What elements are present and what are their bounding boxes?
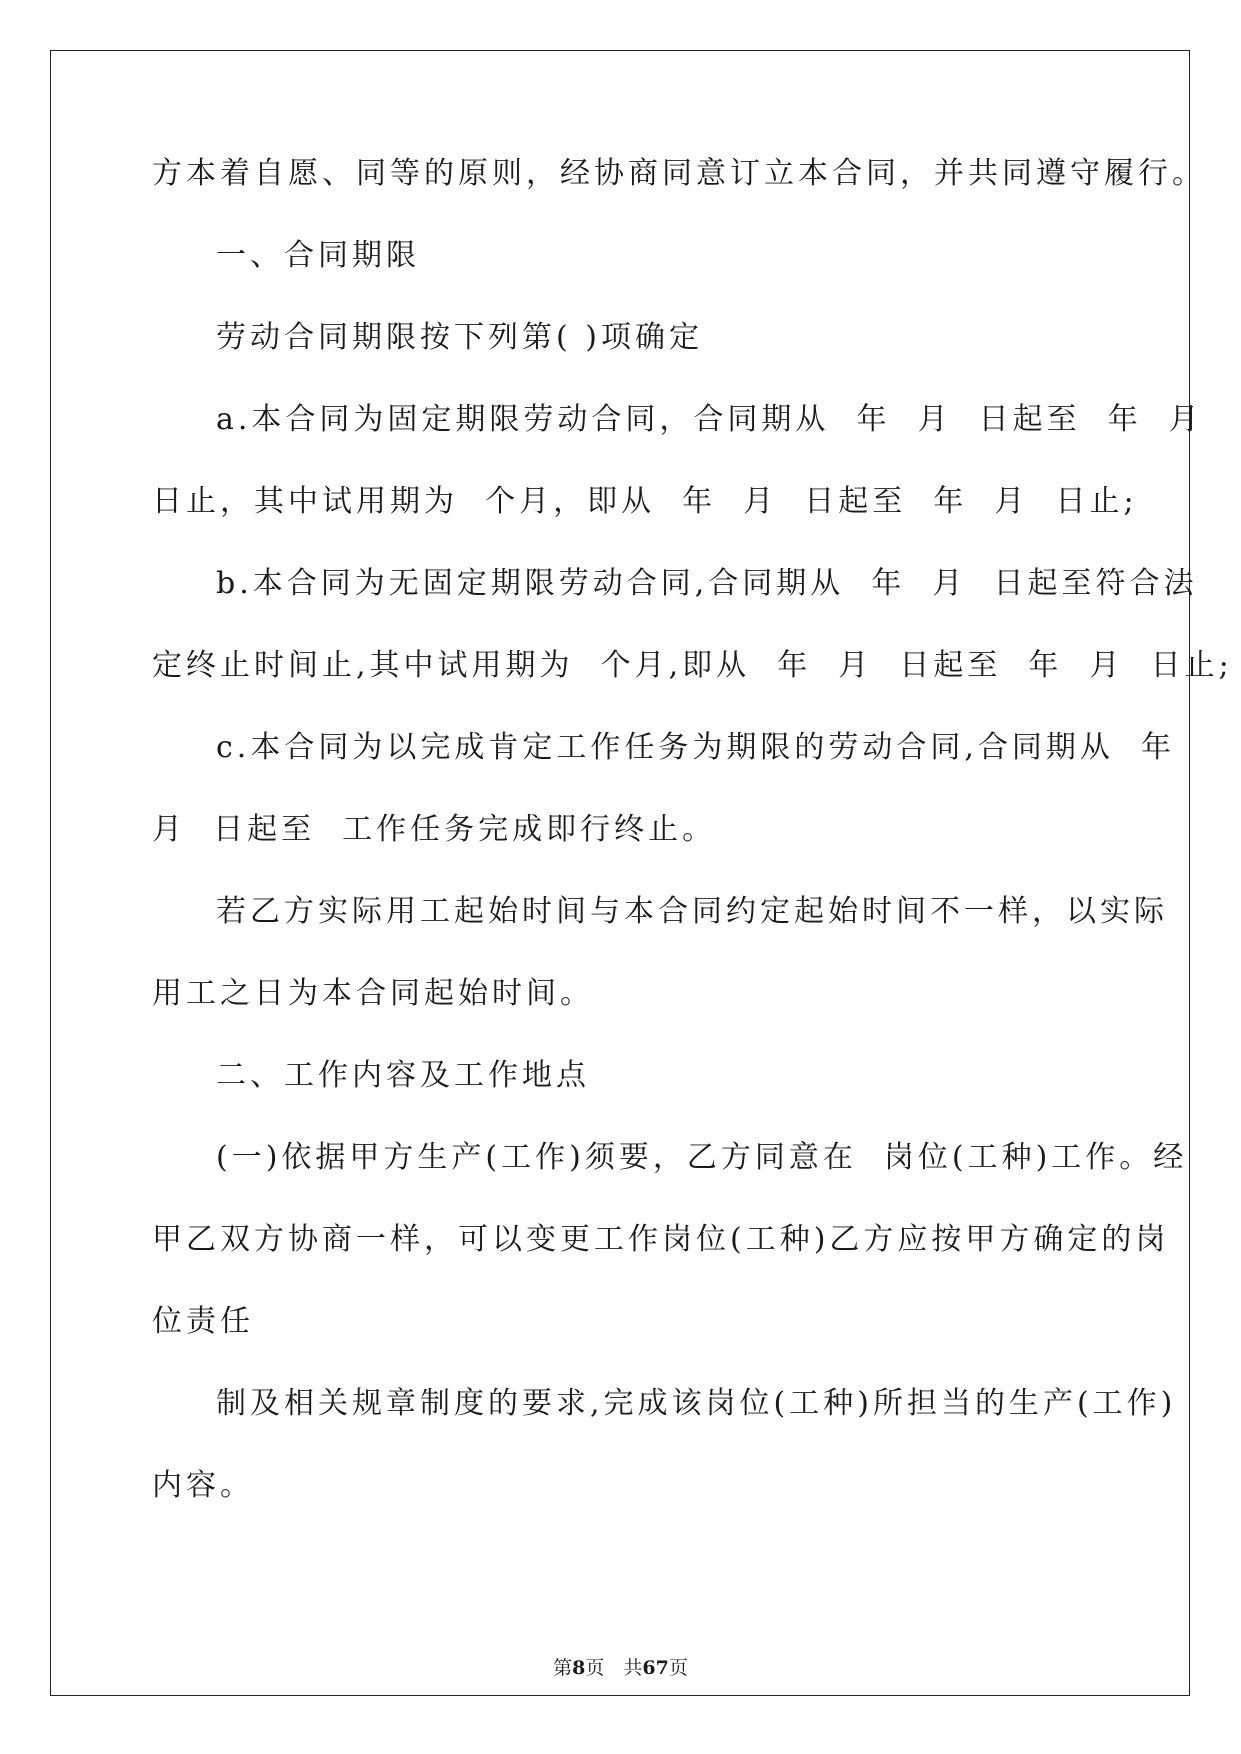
text-line: 用工之日为本合同起始时间。 [152,976,594,1011]
section-heading: 一、合同期限 [216,238,420,273]
footer-page-number: 8 [572,1657,586,1679]
page-footer [0,1655,1241,1681]
footer-page-prefix: 第 [553,1657,573,1679]
text-line: 方本着自愿、同等的原则，经协商同意订立本合同，并共同遵守履行。 [152,156,1206,191]
text-line: (一)依据甲方生产(工作)须要，乙方同意在 岗位(工种)工作。经 [216,1140,1188,1175]
text-line: 甲乙双方协商一样，可以变更工作岗位(工种)乙方应按甲方确定的岗 [152,1222,1170,1257]
section-heading: 二、工作内容及工作地点 [216,1058,590,1093]
text-line: c.本合同为以完成肯定工作任务为期限的劳动合同,合同期从 年 [216,730,1175,765]
text-line: 劳动合同期限按下列第( )项确定 [216,320,703,355]
footer-page-mid: 页 共 [585,1657,643,1679]
footer-total-pages: 67 [642,1657,669,1679]
text-line: 位责任 [152,1304,254,1339]
page-border [50,50,1190,1696]
text-line: 月 日起至 工作任务完成即行终止。 [152,812,717,847]
text-line: 定终止时间止,其中试用期为 个月,即从 年 月 日起至 年 月 日止; [152,648,1233,683]
text-line: b.本合同为无固定期限劳动合同,合同期从 年 月 日起至符合法 [216,566,1198,601]
text-line: 内容。 [152,1468,254,1503]
text-line: 若乙方实际用工起始时间与本合同约定起始时间不一样，以实际 [216,894,1168,929]
text-line: 日止，其中试用期为 个月，即从 年 月 日起至 年 月 日止; [152,484,1138,519]
text-line: 制及相关规章制度的要求,完成该岗位(工种)所担当的生产(工作) [216,1386,1177,1421]
text-line: a.本合同为固定期限劳动合同，合同期从 年 月 日起至 年 月 [216,402,1203,437]
footer-page-suffix: 页 [668,1657,688,1679]
